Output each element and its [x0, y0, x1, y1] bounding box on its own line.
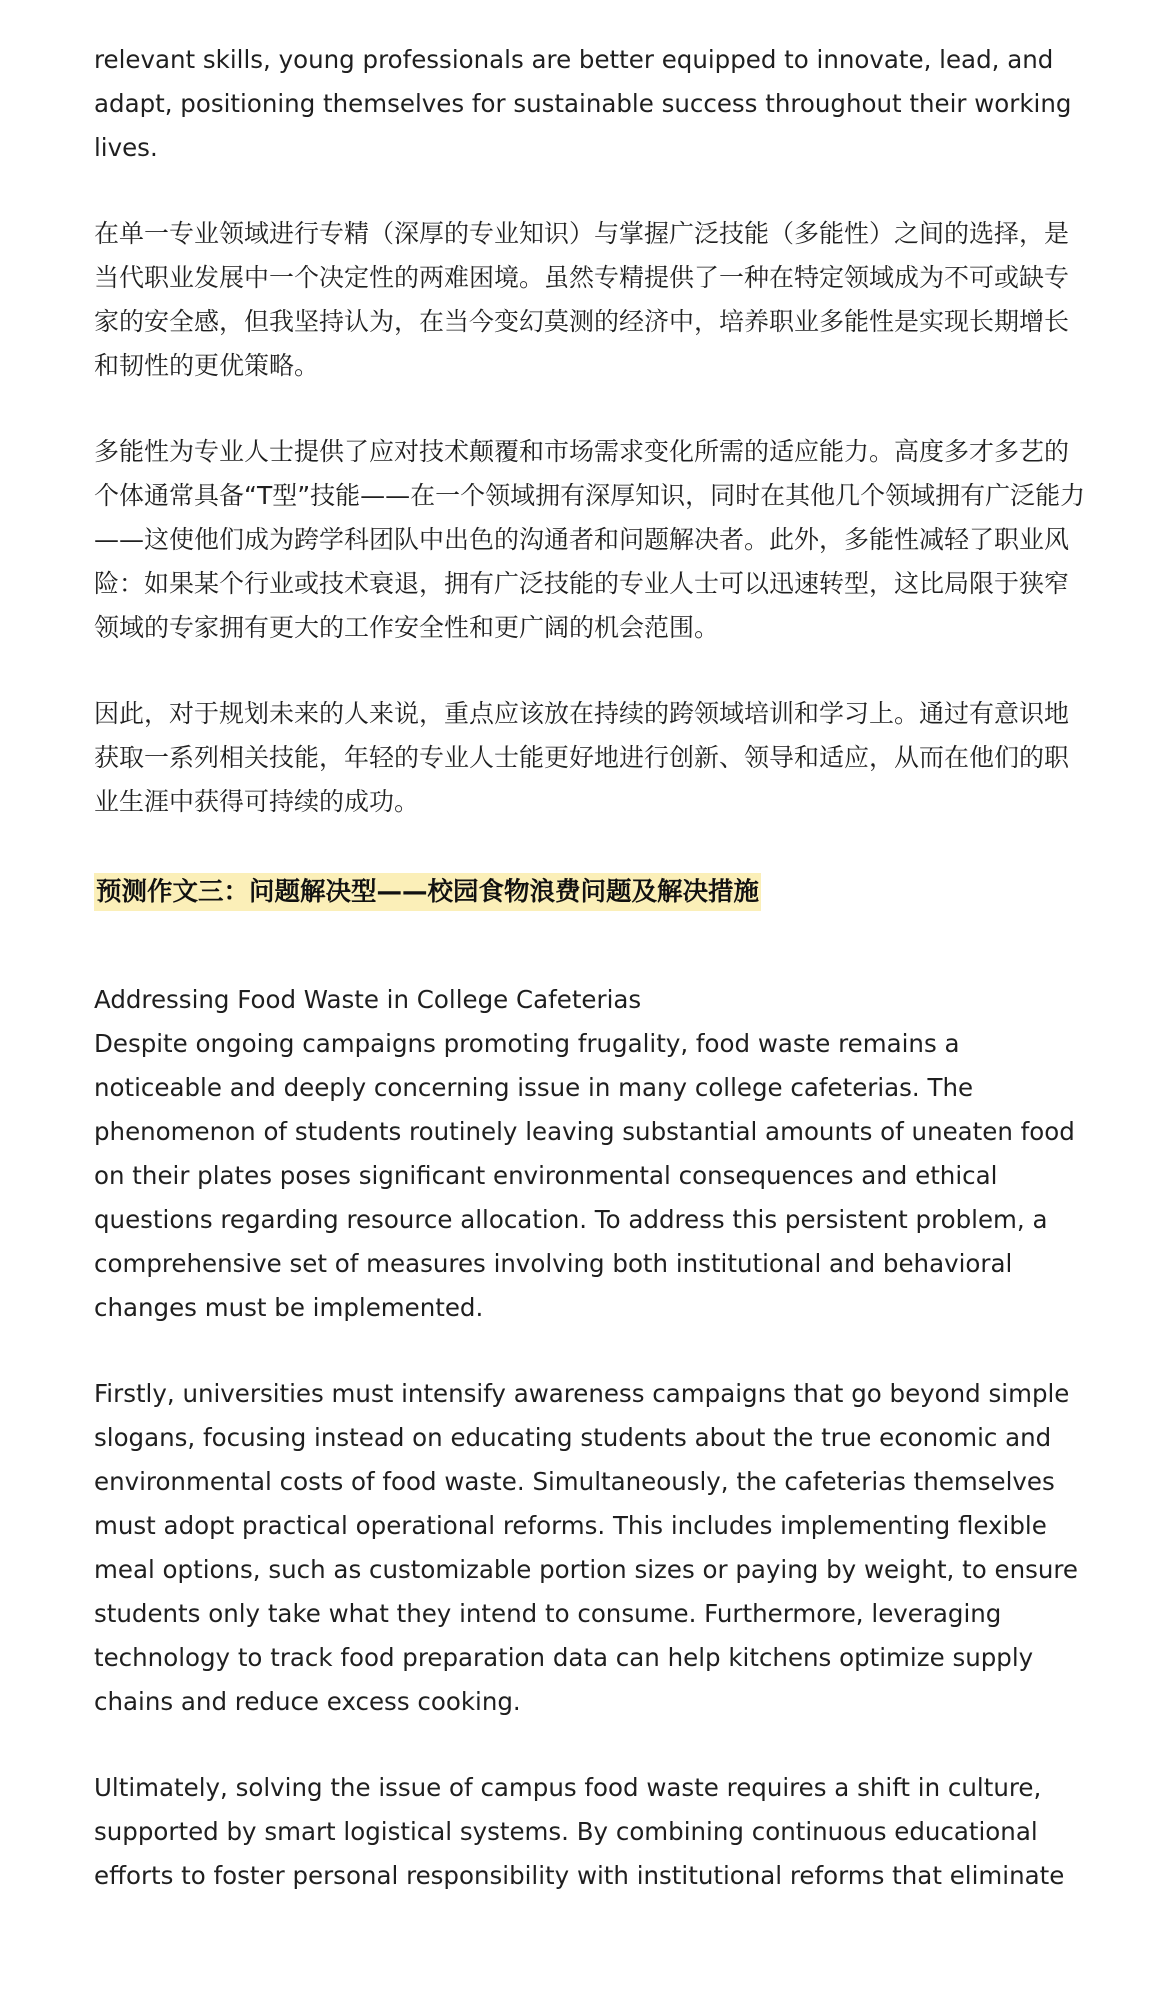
paragraph-zh-intro: 在单一专业领域进行专精（深厚的专业知识）与掌握广泛技能（多能性）之间的选择，是当代职业发展中一个决定性的两难困境。虽然专精提供了一种在特定领域成为不可或缺专家的安全感，但我坚持认为，在当今变幻莫测的经济中，培养职业多能性是实现长期增长和韧性的更优策略。 [94, 219, 1070, 380]
paragraph-zh-conclusion: 因此，对于规划未来的人来说，重点应该放在持续的跨领域培训和学习上。通过有意识地获取一系列相关技能，年轻的专业人士能更好地进行创新、领导和适应，从而在他们的职业生涯中获得可持续的成功。 [94, 699, 1070, 816]
section-heading-wrapper [94, 870, 761, 914]
spacer [94, 650, 1086, 692]
paragraph-en-essay-conclusion: Ultimately, solving the issue of campus food waste requires a shift in culture, supported by smart logistical systems. By combining continuous educational efforts to foster personal responsibility with institutional reforms that eliminate [94, 1773, 1065, 1890]
article-body [94, 38, 1086, 1898]
paragraph-en-essay-intro: Despite ongoing campaigns promoting frugality, food waste remains a noticeable and deeply concerning issue in many college cafeterias. The phenomenon of students routinely leaving substantial amounts of uneaten food on their plates poses significant environmental consequences and ethical questions regarding resource allocation. To address this persistent problem, a comprehensive set of measures involving both institutional and behavioral changes must be implemented. [94, 1029, 1075, 1322]
paragraph-en-essay-body: Firstly, universities must intensify awareness campaigns that go beyond simple slogans, focusing instead on educating students about the true economic and environmental costs of food waste. Simultaneously, the cafeterias themselves must adopt practical operational reforms. This includes implementing flexible meal options, such as customizable portion sizes or paying by weight, to ensure students only take what they intend to consume. Furthermore, leveraging technology to track food preparation data can help kitchens optimize supply chains and reduce excess cooking. [94, 1379, 1079, 1716]
section-heading: 预测作文三：问题解决型——校园食物浪费问题及解决措施 [94, 873, 761, 911]
paragraph-en-conclusion: relevant skills, young professionals are better equipped to innovate, lead, and adapt, positioning themselves for sustainable success throughout their working lives. [94, 45, 1072, 162]
spacer [94, 1724, 1086, 1766]
spacer [94, 824, 1086, 870]
essay-title: Addressing Food Waste in College Cafeterias [94, 985, 642, 1014]
spacer [94, 170, 1086, 212]
spacer [94, 1330, 1086, 1372]
spacer [94, 914, 1086, 978]
spacer [94, 388, 1086, 430]
paragraph-zh-body: 多能性为专业人士提供了应对技术颠覆和市场需求变化所需的适应能力。高度多才多艺的个体通常具备“T型”技能——在一个领域拥有深厚知识，同时在其他几个领域拥有广泛能力——这使他们成为跨学科团队中出色的沟通者和问题解决者。此外，多能性减轻了职业风险：如果某个行业或技术衰退，拥有广泛技能的专业人士可以迅速转型，这比局限于狭窄领域的专家拥有更大的工作安全性和更广阔的机会范围。 [94, 437, 1086, 642]
